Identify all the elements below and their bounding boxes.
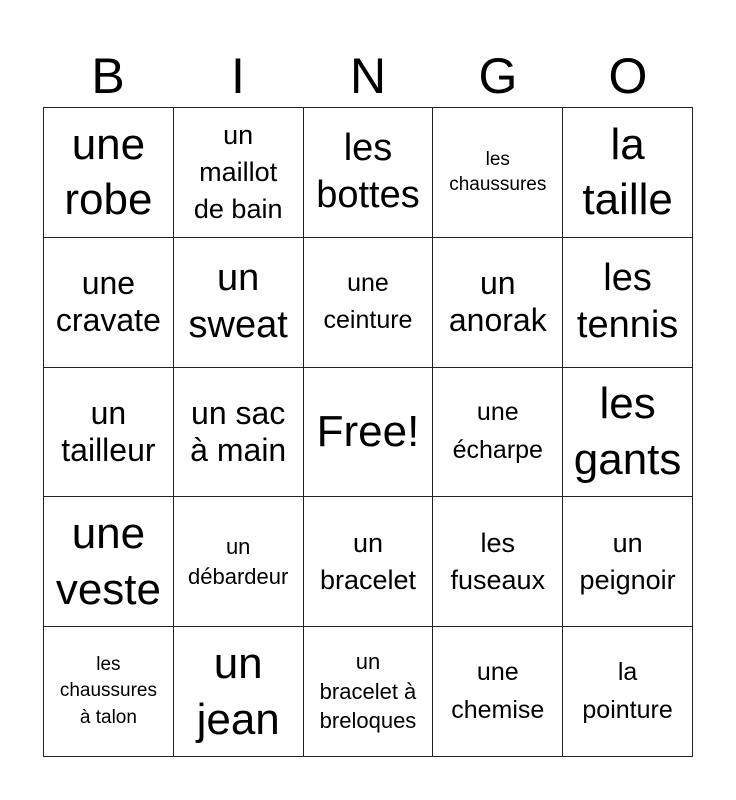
bingo-cell[interactable] [174,368,304,498]
header-letter-b: B [91,48,125,104]
cell-text: les bottes [316,127,420,217]
bingo-cell[interactable] [304,497,434,627]
cell-text: la pointure [582,658,673,724]
cell-text: une chemise [451,658,545,724]
cell-text: les gants [573,379,682,484]
bingo-cell[interactable] [563,108,693,238]
cell-text: un tailleur [61,394,156,468]
cell-text: un jean [196,638,280,744]
cell-text: un sweat [188,257,288,347]
bingo-cell[interactable] [304,627,434,757]
cell-text: une cravate [55,265,161,339]
cell-text: un peignoir [579,528,676,595]
bingo-cell[interactable] [174,497,304,627]
cell-text: une ceinture [323,268,413,335]
header-letter-i: I [231,48,245,104]
bingo-cell[interactable] [174,627,304,757]
free-space-cell[interactable] [304,368,434,498]
cell-text: les chaussures à talon [59,653,157,728]
bingo-cell[interactable] [433,108,563,238]
cell-text: les tennis [576,257,679,347]
bingo-cell[interactable] [174,108,304,238]
cell-text: un débardeur [188,534,289,589]
bingo-cell[interactable] [44,368,174,498]
cell-text: la taille [582,119,673,225]
bingo-cell[interactable] [304,108,434,238]
bingo-cell[interactable] [44,627,174,757]
bingo-cell[interactable] [433,368,563,498]
bingo-cell[interactable] [433,627,563,757]
header-letter-g: G [478,48,518,104]
bingo-card-grid [43,107,693,757]
bingo-cell[interactable] [304,238,434,368]
cell-text: les chaussures [449,148,547,196]
bingo-cell[interactable] [44,108,174,238]
cell-text: un bracelet [319,528,417,595]
bingo-cell[interactable] [563,627,693,757]
cell-text: une écharpe [452,398,543,464]
bingo-cell[interactable] [563,497,693,627]
cell-text: une veste [55,508,161,614]
header-letter-n: N [349,48,387,104]
header-letter-o: O [608,48,648,104]
free-space-text: Free! [316,407,420,457]
cell-text: un bracelet à breloques [319,649,417,734]
bingo-cell[interactable] [174,238,304,368]
bingo-cell[interactable] [44,497,174,627]
cell-text: un maillot de bain [193,120,283,224]
bingo-cell[interactable] [433,238,563,368]
cell-text: un anorak [448,265,547,339]
bingo-cell[interactable] [563,368,693,498]
bingo-header [43,48,693,104]
cell-text: un sac à main [190,394,287,468]
bingo-cell[interactable] [433,497,563,627]
cell-text: les fuseaux [450,528,546,595]
bingo-cell[interactable] [563,238,693,368]
cell-text: une robe [64,119,153,225]
bingo-cell[interactable] [44,238,174,368]
